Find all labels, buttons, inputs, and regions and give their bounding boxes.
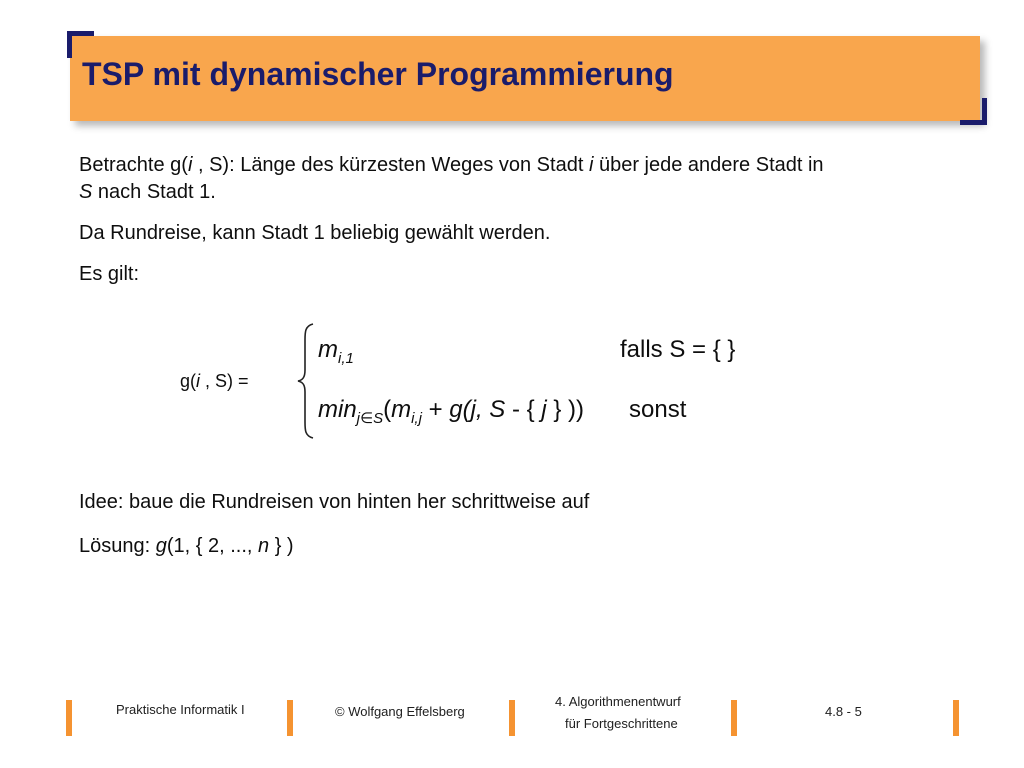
definition-paragraph: Betrachte g(i , S): Länge des kürzesten Weges von Stadt i über jede andere Stadt in S nach Stadt 1. xyxy=(79,154,824,203)
footer-chapter-line1: 4. Algorithmenentwurf xyxy=(555,694,681,709)
corner-bracket-bottom-right xyxy=(960,98,987,125)
corner-bracket-top-left xyxy=(67,31,94,58)
case-1-expression: $m_{i,1}$ xyxy=(318,336,354,367)
footer-copyright: © Wolfgang Effelsberg xyxy=(335,704,465,719)
solution-line: Lösung: g(1, { 2, ..., n } ) xyxy=(79,535,294,557)
footer-course: Praktische Informatik I xyxy=(116,702,245,717)
left-brace-icon xyxy=(296,322,316,440)
slide-body xyxy=(79,152,959,302)
footer-divider xyxy=(66,700,72,736)
title-banner xyxy=(70,36,980,121)
footer-divider xyxy=(287,700,293,736)
roundtrip-paragraph: Da Rundreise, kann Stadt 1 beliebig gewählt werden. xyxy=(79,222,551,244)
case-2-condition: sonst xyxy=(629,396,687,423)
footer-divider xyxy=(731,700,737,736)
footer-divider xyxy=(509,700,515,736)
es-gilt-paragraph: Es gilt: xyxy=(79,263,140,285)
case-2-expression: $\min_{j\in S}(m_{i,j} + g(j$, S - { j } )) xyxy=(318,396,584,427)
formula-lhs: g(i , S) = xyxy=(180,371,249,391)
footer-chapter-line2: für Fortgeschrittene xyxy=(565,716,678,731)
idea-line: Idee: baue die Rundreisen von hinten her schrittweise auf xyxy=(79,491,590,513)
slide-title: TSP mit dynamischer Programmierung xyxy=(82,56,674,92)
footer-divider xyxy=(953,700,959,736)
case-1-condition: falls S = { } xyxy=(620,336,736,363)
footer-page-number: 4.8 - 5 xyxy=(825,704,862,719)
